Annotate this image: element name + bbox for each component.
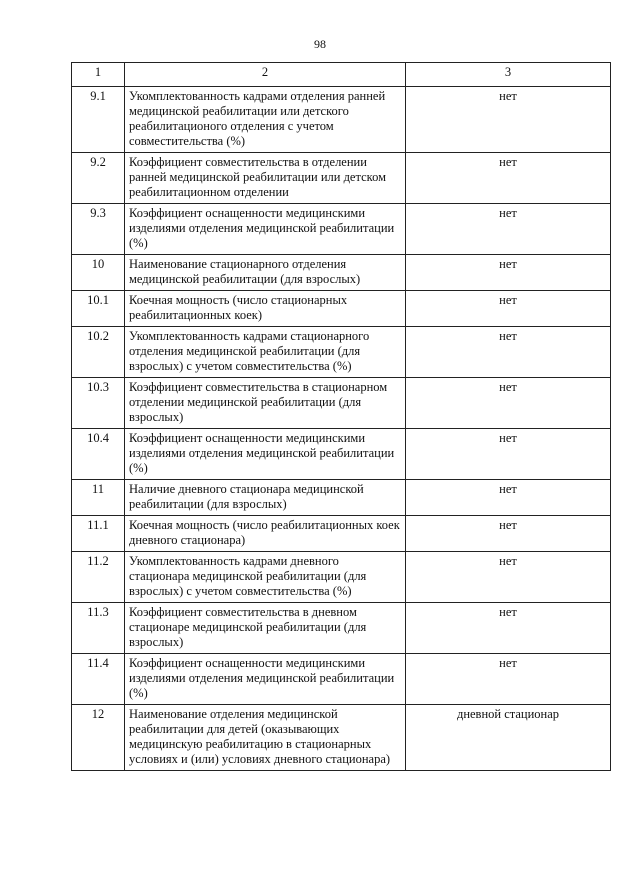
table-row (72, 378, 611, 429)
row-value: нет (406, 480, 611, 516)
row-value: нет (406, 87, 611, 153)
row-number: 10.4 (72, 429, 125, 480)
row-value: нет (406, 255, 611, 291)
table-row (72, 291, 611, 327)
row-indicator: Коечная мощность (число стационарных реабилитационных коек) (125, 291, 406, 327)
column-header-2: 2 (125, 63, 406, 87)
table-row (72, 654, 611, 705)
row-number: 10 (72, 255, 125, 291)
row-value: нет (406, 291, 611, 327)
table-row (72, 429, 611, 480)
column-header-3: 3 (406, 63, 611, 87)
row-indicator: Коэффициент совместительства в стационарном отделении медицинской реабилитации (для взрослых) (125, 378, 406, 429)
table-row (72, 204, 611, 255)
row-indicator: Коэффициент совместительства в отделении ранней медицинской реабилитации или детском реабилитационном отделении (125, 153, 406, 204)
row-value: нет (406, 429, 611, 480)
row-number: 9.1 (72, 87, 125, 153)
row-number: 11.2 (72, 552, 125, 603)
row-number: 11.1 (72, 516, 125, 552)
row-value: нет (406, 516, 611, 552)
table-row (72, 327, 611, 378)
table-header-row (72, 63, 611, 87)
column-header-1: 1 (72, 63, 125, 87)
row-indicator: Коэффициент совместительства в дневном стационаре медицинской реабилитации (для взрослых) (125, 603, 406, 654)
row-number: 10.3 (72, 378, 125, 429)
row-value: дневной стационар (406, 705, 611, 771)
row-value: нет (406, 378, 611, 429)
table-row (72, 255, 611, 291)
row-number: 10.1 (72, 291, 125, 327)
page-number: 98 (314, 37, 326, 51)
table-row (72, 87, 611, 153)
row-value: нет (406, 204, 611, 255)
row-indicator: Наименование отделения медицинской реабилитации для детей (оказывающих медицинскую реабилитацию в стационарных условиях и (или) условиях дневного стационара) (125, 705, 406, 771)
row-number: 9.3 (72, 204, 125, 255)
row-value: нет (406, 654, 611, 705)
row-indicator: Коечная мощность (число реабилитационных коек дневного стационара) (125, 516, 406, 552)
row-number: 11.4 (72, 654, 125, 705)
table-row (72, 552, 611, 603)
table-row (72, 516, 611, 552)
row-number: 11 (72, 480, 125, 516)
row-indicator: Коэффициент оснащенности медицинскими изделиями отделения медицинской реабилитации (%) (125, 204, 406, 255)
row-value: нет (406, 153, 611, 204)
row-indicator: Укомплектованность кадрами дневного стационара медицинской реабилитации (для взрослых) с учетом совместительства (%) (125, 552, 406, 603)
table-row (72, 480, 611, 516)
row-value: нет (406, 603, 611, 654)
row-number: 11.3 (72, 603, 125, 654)
row-indicator: Наименование стационарного отделения медицинской реабилитации (для взрослых) (125, 255, 406, 291)
table-row (72, 705, 611, 771)
row-value: нет (406, 327, 611, 378)
row-indicator: Укомплектованность кадрами стационарного отделения медицинской реабилитации (для взрослых) с учетом совместительства (%) (125, 327, 406, 378)
row-indicator: Коэффициент оснащенности медицинскими изделиями отделения медицинской реабилитации (%) (125, 654, 406, 705)
row-indicator: Укомплектованность кадрами отделения ранней медицинской реабилитации или детского реабилитационого отделения с учетом совместительства (%) (125, 87, 406, 153)
row-number: 9.2 (72, 153, 125, 204)
table-row (72, 153, 611, 204)
table-row (72, 603, 611, 654)
row-indicator: Наличие дневного стационара медицинской реабилитации (для взрослых) (125, 480, 406, 516)
document-table (71, 62, 611, 771)
row-indicator: Коэффициент оснащенности медицинскими изделиями отделения медицинской реабилитации (%) (125, 429, 406, 480)
row-value: нет (406, 552, 611, 603)
row-number: 12 (72, 705, 125, 771)
row-number: 10.2 (72, 327, 125, 378)
